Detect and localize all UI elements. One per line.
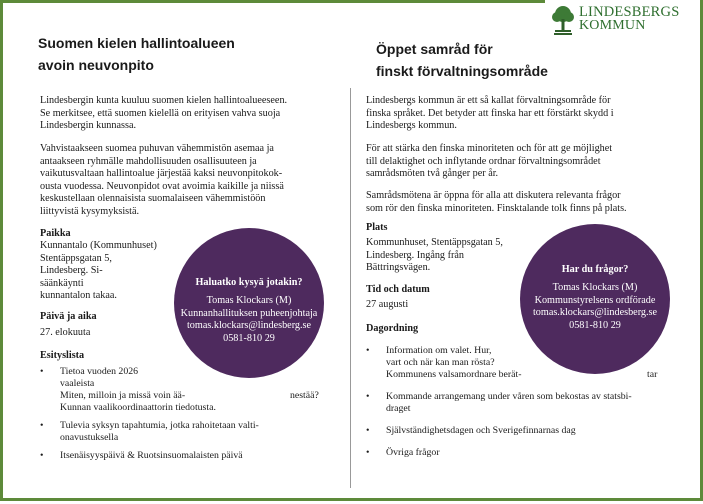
fi-p2-line: ousta vuodessa. Neuvonpidot ovat avoimia kaikille ja niissä [40,180,284,192]
agenda-line: Itsenäisyyspäivä & Ruotsinsuomalaisten päivä [60,450,243,461]
fi-place-line: Stentäppsgatan 5, [40,252,112,264]
bullet-icon: • [366,391,370,402]
bullet-icon: • [366,425,370,436]
sv-agenda-label: Dagordning [366,323,419,334]
fi-p2-line: Vahvistaakseen suomea puhuvan vähemmistön asemaa ja [40,143,274,154]
sv-p1-line: Lindesbergs kommun. [366,120,457,132]
fi-p1-line: Se merkitsee, että suomen kielellä on erityisen vahva suoja [40,107,281,119]
sv-place-line: Bättringsvägen. [366,262,431,274]
sv-intro-paragraph [366,95,614,133]
list-item [364,425,679,437]
logo-line2: KOMMUN [579,18,646,33]
sv-purpose-paragraph [366,143,612,181]
sv-place-line: Kommunhuset, Stentäppsgatan 5, [366,237,503,248]
sv-p3-line: Samrådsmötena är öppna för alla att diskutera relevanta frågor [366,190,621,201]
lindesbergs-kommun-logo [545,0,700,40]
sv-p2-line: samrådsmöten två gånger per år. [366,168,499,180]
agenda-line: Tietoa vuoden 2026 [60,366,139,377]
fi-place-line: kunnantalon takaa. [40,290,117,302]
fi-contact-role: Kunnanhallituksen puheenjohtaja [180,307,318,319]
tree-icon [551,5,575,35]
sv-p2-line: För att stärka den finska minoriteten och för att ge möjlighet [366,143,613,154]
column-divider [350,88,351,488]
agenda-line: Miten, milloin ja missä voin ää- [60,390,186,401]
fi-p1-line: Lindesbergin kunta kuuluu suomen kielen hallintoalueeseen. [40,95,288,106]
fi-p1-line: Lindesbergin kunnassa. [40,120,137,132]
agenda-line: Kommunens valsamordnare berät- [386,369,522,380]
sv-contact-name: Tomas Klockars (M) [552,282,638,294]
sv-place-line: Lindesberg. Ingång från [366,249,464,261]
fi-p2-line: vaikutusvaltaan hallintoalue järjestää kaksi neuvonpitokok- [40,168,283,180]
fi-date-label: Päivä ja aika [40,311,97,322]
sv-date: 27 augusti [366,299,409,310]
fi-p2-line: liittyvistä kysymyksistä. [40,205,140,217]
bullet-icon: • [40,420,44,431]
agenda-line: vaaleista [60,378,95,389]
fi-place-line: säänkäynti [40,277,84,289]
sv-place [366,237,503,275]
fi-place-line: Kunnantalo (Kommunhuset) [40,240,157,251]
agenda-line: Tulevia syksyn tapahtumia, jotka rahoitetaan valti- [60,420,259,431]
sv-contact-email[interactable]: tomas.klockars@lindesberg.se [532,307,658,319]
fi-place-line: Lindesberg. Si- [40,265,103,277]
fi-intro-paragraph [40,95,287,133]
agenda-line: onavustuksella [60,432,119,443]
bullet-icon: • [366,345,370,356]
fi-agenda-label: Esityslista [40,350,85,361]
sv-place-label: Plats [366,222,388,233]
list-item [38,450,328,462]
logo-line1: LINDESBERGS [579,4,680,20]
fi-title-line1: Suomen kielen hallintoalueen [38,35,235,51]
fi-date: 27. elokuuta [40,327,91,338]
fi-title-line2: avoin neuvonpito [38,57,154,73]
fi-contact-phone: 0581-810 29 [223,332,275,344]
agenda-line: Kommande arrangemang under våren som bekostas av statsbi- [386,391,632,402]
agenda-line-tail: tar [647,369,658,380]
agenda-line: Kunnan vaalikoordinaattorin tiedotusta. [60,402,216,413]
list-item [38,366,328,414]
fi-contact-question: Haluatko kysyä jotakin? [195,277,303,288]
bullet-icon: • [366,447,370,458]
agenda-line: vart och när kan man rösta? [386,357,495,368]
agenda-line: Självständighetsdagen och Sverigefinnarnas dag [386,425,576,436]
fi-contact-email[interactable]: tomas.klockars@lindesberg.se [186,320,312,332]
fi-p2-line: keskustellaan olennaisista suomalaiseen vähemmistöön [40,193,266,205]
bullet-icon: • [40,366,44,377]
sv-title-line1: Öppet samråd för [376,41,493,57]
list-item [364,447,679,459]
sv-p3-line: som rör den finska minoriteten. Finsktalande tolk finns på plats. [366,202,627,214]
list-item [364,391,679,415]
sv-p1-line: Lindesbergs kommun är ett så kallat förvaltningsområde för [366,95,611,106]
sv-contact-circle [520,224,670,374]
agenda-line: Information om valet. Hur, [386,345,492,356]
sv-contact-phone: 0581-810 29 [569,319,621,331]
fi-place-label: Paikka [40,228,71,239]
list-item [38,420,328,444]
fi-agenda-list [38,366,328,468]
sv-contact-question: Har du frågor? [561,264,629,275]
page-border-top [0,0,545,3]
fi-contact-name: Tomas Klockars (M) [206,295,292,307]
agenda-line: draget [386,403,411,414]
fi-contact-circle [174,228,324,378]
sv-p2-line: till delaktighet och inflytande ordnar förvaltningsområdet [366,155,601,167]
sv-title-line2: finskt förvaltningsområde [376,63,548,79]
fi-p2-line: antaakseen ryhmälle mahdollisuuden osallisuuteen ja [40,155,257,167]
fi-place [40,240,157,303]
sv-contact-role: Kommunstyrelsens ordförade [534,294,656,306]
agenda-line-tail: nestää? [290,390,319,401]
agenda-line: Övriga frågor [386,447,440,458]
sv-date-label: Tid och datum [366,284,430,295]
sv-open-paragraph [366,190,627,215]
sv-p1-line: finska språket. Det betyder att finska har ett förstärkt skydd i [366,107,614,119]
bullet-icon: • [40,450,44,461]
fi-purpose-paragraph [40,143,284,219]
